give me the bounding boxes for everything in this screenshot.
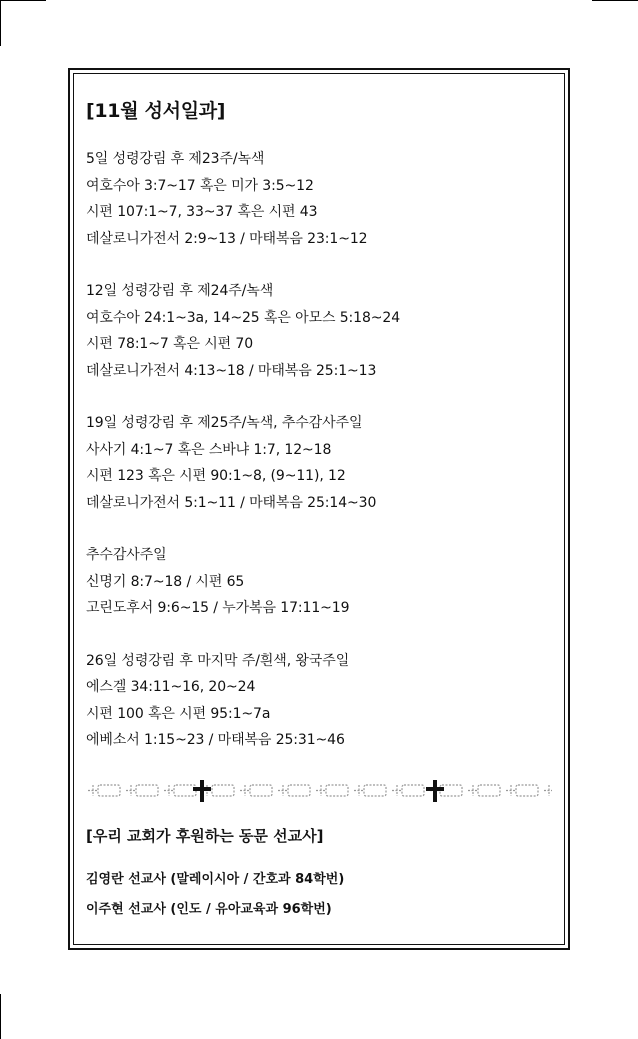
- reading-line: 여호수아 3:7~17 혹은 미가 3:5~12: [86, 177, 314, 194]
- reading-line: 에스겔 34:11~16, 20~24: [86, 679, 256, 695]
- chain-link: [478, 785, 500, 796]
- chain-link: [136, 785, 158, 796]
- lectionary-section-thanksgiving: [86, 542, 556, 622]
- reading-line: 데살로니가전서 5:1~11 / 마태복음 25:14~30: [86, 494, 377, 511]
- chain-link: [364, 785, 386, 796]
- reading-line: 데살로니가전서 2:9~13 / 마태복음 23:1~12: [86, 230, 368, 247]
- reading-line: 에베소서 1:15~23 / 마태복음 25:31~46: [86, 732, 345, 748]
- cross-icon: [426, 787, 444, 791]
- crop-mark-bottom-left: [0, 994, 1, 1039]
- missionary-entry: 김영란 선교사 (말레이시아 / 간호과 84학번): [86, 872, 345, 887]
- chain-link: [250, 785, 272, 796]
- chain-link: [212, 785, 234, 796]
- section-heading: 19일 성령강림 후 제25주/녹색, 추수감사주일: [86, 415, 363, 431]
- lectionary-section-nov-5: [86, 146, 556, 252]
- cross-divider: [86, 778, 552, 804]
- missions-heading: [우리 교회가 후원하는 동문 선교사]: [86, 827, 324, 845]
- reading-line: 시편 107:1~7, 33~37 혹은 시편 43: [86, 204, 318, 220]
- cross-divider-graphic: [86, 778, 552, 804]
- cross-icon: [193, 787, 211, 791]
- crop-mark-top-left: [0, 0, 1, 46]
- crop-mark-top-left-h: [0, 0, 46, 1]
- lectionary-section-nov-26: [86, 648, 556, 754]
- missionary-entry: 이주현 선교사 (인도 / 유아교육과 96학번): [86, 902, 332, 917]
- chain-link: [516, 785, 538, 796]
- reading-line: 시편 123 혹은 시편 90:1~8, (9~11), 12: [86, 468, 346, 484]
- reading-line: 시편 100 혹은 시편 95:1~7a: [86, 705, 271, 722]
- section-heading: 26일 성령강림 후 마지막 주/흰색, 왕국주일: [86, 652, 350, 669]
- chain-link: [402, 785, 424, 796]
- chain-link: [174, 785, 196, 796]
- chain-link: [326, 785, 348, 796]
- reading-line: 데살로니가전서 4:13~18 / 마태복음 25:1~13: [86, 362, 377, 379]
- lectionary-section-nov-19: [86, 410, 556, 516]
- reading-line: 여호수아 24:1~3a, 14~25 혹은 아모스 5:18~24: [86, 309, 401, 326]
- reading-line: 시편 78:1~7 혹은 시편 70: [86, 336, 254, 352]
- lectionary-section-nov-12: [86, 278, 556, 384]
- cross-icons: [193, 780, 444, 802]
- chain-link: [98, 785, 120, 796]
- chain-link: [288, 785, 310, 796]
- section-heading: 12일 성령강림 후 제24주/녹색: [86, 283, 274, 299]
- reading-line: 고린도후서 9:6~15 / 누가복음 17:11~19: [86, 600, 350, 616]
- crop-mark-top-right: [592, 0, 638, 1]
- section-heading: 추수감사주일: [86, 547, 167, 563]
- reading-line: 사사기 4:1~7 혹은 스바냐 1:7, 12~18: [86, 441, 332, 458]
- section-heading: 5일 성령강림 후 제23주/녹색: [86, 151, 265, 167]
- reading-line: 신명기 8:7~18 / 시편 65: [86, 573, 245, 590]
- lectionary-list: [86, 146, 556, 780]
- page-title: [11월 성서일과]: [86, 100, 226, 122]
